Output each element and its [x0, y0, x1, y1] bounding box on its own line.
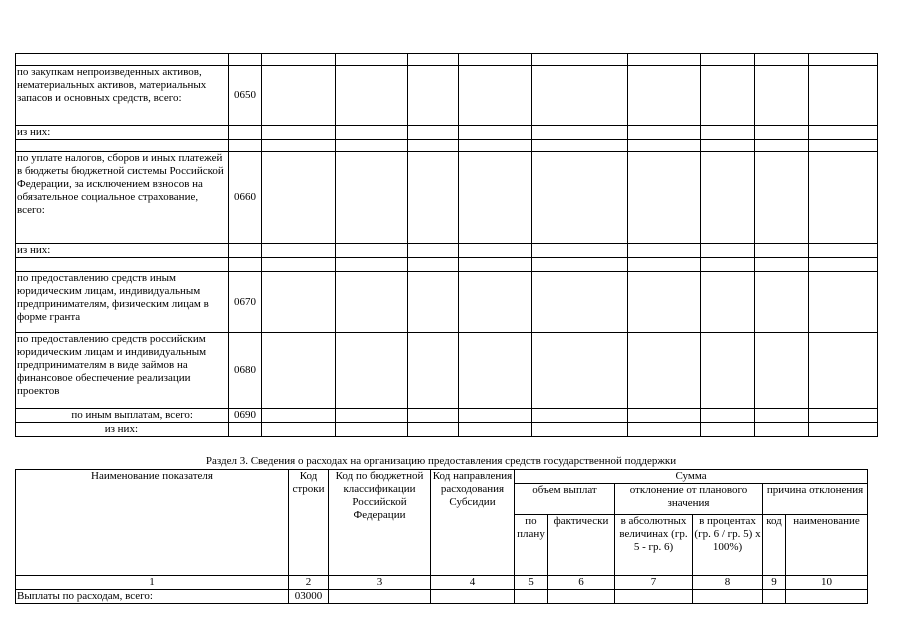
empty-cell	[459, 258, 532, 272]
empty-cell	[755, 423, 809, 437]
empty-cell	[701, 258, 755, 272]
empty-cell	[532, 409, 628, 423]
table-row	[16, 272, 878, 333]
column-number: 10	[786, 576, 868, 590]
table-row	[16, 126, 878, 140]
empty-cell	[459, 409, 532, 423]
table-row	[16, 244, 878, 258]
section-3-title: Раздел 3. Сведения о расходах на организацию предоставления средств государственной поддержки	[205, 455, 677, 467]
empty-cell	[755, 126, 809, 140]
empty-cell	[262, 140, 336, 152]
empty-cell	[809, 409, 878, 423]
header-direction-code: Код направления расходования Субсидии	[431, 470, 515, 576]
table-row	[16, 409, 878, 423]
empty-cell	[701, 66, 755, 126]
row-label: по предоставлению средств иным юридическим лицам, индивидуальным предпринимателям, физическим лицам в форме гранта	[16, 272, 229, 333]
empty-cell	[628, 152, 701, 244]
empty-cell	[701, 272, 755, 333]
empty-cell	[532, 272, 628, 333]
empty-cell	[532, 54, 628, 66]
empty-cell	[408, 272, 459, 333]
empty-cell	[459, 54, 532, 66]
column-number: 7	[615, 576, 693, 590]
empty-cell	[262, 66, 336, 126]
empty-cell	[459, 333, 532, 409]
empty-cell	[532, 258, 628, 272]
row-code	[229, 244, 262, 258]
row-label: Выплаты по расходам, всего:	[16, 590, 289, 604]
column-number: 8	[693, 576, 763, 590]
row-label: из них:	[16, 126, 229, 140]
header-reason-code: код	[763, 515, 786, 576]
empty-cell	[628, 333, 701, 409]
row-label: по предоставлению средств российским юридическим лицам и индивидуальным предпринимателям в виде займов на финансовое обеспечение реализации проектов	[16, 333, 229, 409]
empty-cell	[408, 152, 459, 244]
table-row	[16, 140, 878, 152]
row-label	[16, 258, 229, 272]
empty-cell	[262, 258, 336, 272]
header-name: Наименование показателя	[16, 470, 289, 576]
empty-cell	[809, 152, 878, 244]
header-sum: Сумма	[515, 470, 868, 484]
column-number: 6	[548, 576, 615, 590]
empty-cell	[532, 126, 628, 140]
empty-cell	[701, 140, 755, 152]
empty-cell	[459, 272, 532, 333]
empty-cell	[628, 140, 701, 152]
empty-cell	[701, 409, 755, 423]
empty-cell	[628, 54, 701, 66]
empty-cell	[809, 333, 878, 409]
empty-cell	[336, 54, 408, 66]
empty-cell	[755, 140, 809, 152]
empty-cell	[408, 140, 459, 152]
empty-cell	[701, 126, 755, 140]
row-code: 0690	[229, 409, 262, 423]
empty-cell	[809, 272, 878, 333]
column-number: 4	[431, 576, 515, 590]
empty-cell	[628, 244, 701, 258]
empty-cell	[809, 66, 878, 126]
column-number: 5	[515, 576, 548, 590]
row-code: 0680	[229, 333, 262, 409]
empty-cell	[408, 54, 459, 66]
payments-table	[15, 53, 878, 437]
empty-cell	[755, 272, 809, 333]
empty-cell	[336, 272, 408, 333]
empty-cell	[701, 244, 755, 258]
header-reason-name: наименование	[786, 515, 868, 576]
section-3-table	[15, 469, 868, 604]
empty-cell	[408, 409, 459, 423]
row-label: по иным выплатам, всего:	[16, 409, 229, 423]
row-code: 03000	[289, 590, 329, 604]
empty-cell	[628, 272, 701, 333]
empty-cell	[408, 244, 459, 258]
empty-cell	[532, 152, 628, 244]
header-pct: в процентах (гр. 6 / гр. 5) x 100%)	[693, 515, 763, 576]
header-budget-classification: Код по бюджетной классификации Российской Федерации	[329, 470, 431, 576]
header-code: Код строки	[289, 470, 329, 576]
column-number: 3	[329, 576, 431, 590]
empty-cell	[336, 126, 408, 140]
header-fact: фактически	[548, 515, 615, 576]
table-row	[16, 54, 878, 66]
empty-cell	[809, 258, 878, 272]
row-label	[16, 140, 229, 152]
column-number: 2	[289, 576, 329, 590]
column-numbers-row	[16, 576, 868, 590]
empty-cell	[336, 244, 408, 258]
table-row	[16, 333, 878, 409]
table-row	[16, 152, 878, 244]
empty-cell	[628, 409, 701, 423]
header-deviation: отклонение от планового значения	[615, 484, 763, 515]
row-code	[229, 126, 262, 140]
empty-cell	[701, 423, 755, 437]
empty-cell	[809, 244, 878, 258]
empty-cell	[408, 66, 459, 126]
empty-cell	[755, 54, 809, 66]
empty-cell	[459, 244, 532, 258]
empty-cell	[336, 423, 408, 437]
row-code: 0650	[229, 66, 262, 126]
empty-cell	[459, 140, 532, 152]
row-code	[229, 423, 262, 437]
empty-cell	[532, 423, 628, 437]
empty-cell	[755, 152, 809, 244]
table-row	[16, 258, 878, 272]
empty-cell	[532, 333, 628, 409]
row-code	[229, 140, 262, 152]
empty-cell	[809, 423, 878, 437]
table-row	[16, 423, 878, 437]
empty-cell	[459, 66, 532, 126]
empty-cell	[459, 423, 532, 437]
row-code: 0660	[229, 152, 262, 244]
empty-cell	[262, 152, 336, 244]
empty-cell	[809, 126, 878, 140]
empty-cell	[408, 423, 459, 437]
table-row	[16, 66, 878, 126]
empty-cell	[262, 333, 336, 409]
row-label: из них:	[16, 244, 229, 258]
empty-cell	[532, 244, 628, 258]
empty-cell	[755, 333, 809, 409]
empty-cell	[336, 140, 408, 152]
empty-cell	[755, 244, 809, 258]
empty-cell	[459, 152, 532, 244]
column-number: 9	[763, 576, 786, 590]
empty-cell	[336, 409, 408, 423]
empty-cell	[408, 258, 459, 272]
empty-cell	[628, 126, 701, 140]
empty-cell	[755, 258, 809, 272]
row-label: из них:	[16, 423, 229, 437]
empty-cell	[408, 333, 459, 409]
empty-cell	[532, 66, 628, 126]
header-plan: по плану	[515, 515, 548, 576]
empty-cell	[408, 126, 459, 140]
empty-cell	[755, 409, 809, 423]
empty-cell	[809, 140, 878, 152]
empty-cell	[532, 140, 628, 152]
empty-cell	[701, 152, 755, 244]
row-code	[229, 258, 262, 272]
row-label	[16, 54, 229, 66]
empty-cell	[459, 126, 532, 140]
empty-cell	[262, 54, 336, 66]
empty-cell	[262, 272, 336, 333]
empty-cell	[628, 66, 701, 126]
empty-cell	[262, 423, 336, 437]
header-abs: в абсолютных величинах (гр. 5 - гр. 6)	[615, 515, 693, 576]
empty-cell	[628, 258, 701, 272]
empty-cell	[809, 54, 878, 66]
empty-cell	[262, 126, 336, 140]
row-label: по уплате налогов, сборов и иных платежей в бюджеты бюджетной системы Российской Федерации, за исключением взносов на обязательное социальное страхование, всего:	[16, 152, 229, 244]
row-label: по закупкам непроизведенных активов, нематериальных активов, материальных запасов и основных средств, всего:	[16, 66, 229, 126]
empty-cell	[701, 333, 755, 409]
empty-cell	[336, 333, 408, 409]
empty-cell	[628, 423, 701, 437]
empty-cell	[262, 409, 336, 423]
header-reason: причина отклонения	[763, 484, 868, 515]
empty-cell	[262, 244, 336, 258]
empty-cell	[336, 66, 408, 126]
row-code	[229, 54, 262, 66]
empty-cell	[336, 258, 408, 272]
column-number: 1	[16, 576, 289, 590]
header-volume: объем выплат	[515, 484, 615, 515]
empty-cell	[701, 54, 755, 66]
row-code: 0670	[229, 272, 262, 333]
table-row	[16, 590, 868, 604]
empty-cell	[336, 152, 408, 244]
empty-cell	[755, 66, 809, 126]
